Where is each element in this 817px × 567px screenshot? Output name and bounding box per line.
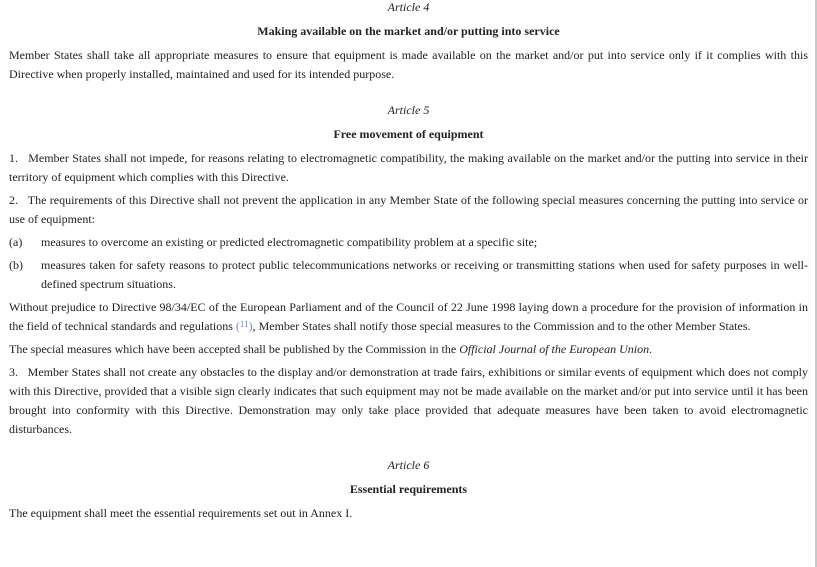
list-item-label: (a) (9, 235, 23, 249)
publication-text-start: The special measures which have been accepted shall be published by the Commission in the (9, 342, 460, 356)
article-6-text: The equipment shall meet the essential requirements set out in Annex I. (9, 506, 353, 520)
article-5-paragraph-prejudice (9, 298, 808, 336)
prejudice-text-start: Without prejudice to Directive 98/34/EC of the European Parliament and of the Council of 22 June 1998 laying down a procedure for the provision of information in the field of technical standards and regulations (9, 300, 808, 333)
footnote-number[interactable]: 11 (239, 319, 249, 329)
document-body (9, 0, 808, 527)
article-5-paragraph-2: 2. The requirements of this Directive shall not prevent the application in any Member State of the following special measures concerning the putting into service or use of equipment: (9, 193, 808, 226)
journal-name: Official Journal of the European Union (459, 342, 650, 356)
list-item-label: (b) (9, 258, 23, 272)
prejudice-text-end: , Member States shall notify those special measures to the Commission and to the other Member States. (252, 319, 751, 333)
article-5-paragraph-1: 1. Member States shall not impede, for reasons relating to electromagnetic compatibility, the making available on the market and/or the putting into service in their territory of equipment which complies with this Directive. (9, 151, 808, 184)
list-item-text: measures to overcome an existing or predicted electromagnetic compatibility problem at a specific site; (41, 235, 538, 249)
list-item-text: measures taken for safety reasons to protect public telecommunications networks or receiving or transmitting stations when used for safety purposes in well-defined spectrum situations. (41, 258, 808, 291)
article-4-title: Making available on the market and/or putting into service (257, 24, 560, 38)
article-5-number: Article 5 (387, 103, 430, 117)
article-4-text: Member States shall take all appropriate measures to ensure that equipment is made available on the market and/or put into service only if it complies with this Directive when properly installed, maintained and used for its intended purpose. (9, 48, 808, 81)
publication-text-end: . (649, 342, 653, 356)
article-5-paragraph-publication (9, 340, 808, 359)
article-5-title: Free movement of equipment (333, 127, 484, 141)
list-item (9, 233, 808, 252)
article-5-paragraph-3: 3. Member States shall not create any obstacles to the display and/or demonstration at trade fairs, exhibitions or similar events of equipment which does not comply with this Directive, provided that a visible sign clearly indicates that such equipment may not be made available on the market and/or put into service until it has been brought into conformity with this Directive. Demonstration may only take place provided that adequate measures have been taken to avoid electromagnetic disturbances. (9, 365, 808, 436)
article-6-title: Essential requirements (349, 482, 468, 496)
article-4-number: Article 4 (387, 0, 430, 14)
article-6-number: Article 6 (387, 458, 430, 472)
list-item (9, 256, 808, 294)
footnote-link[interactable]: ($^{11}$) (235, 319, 253, 333)
